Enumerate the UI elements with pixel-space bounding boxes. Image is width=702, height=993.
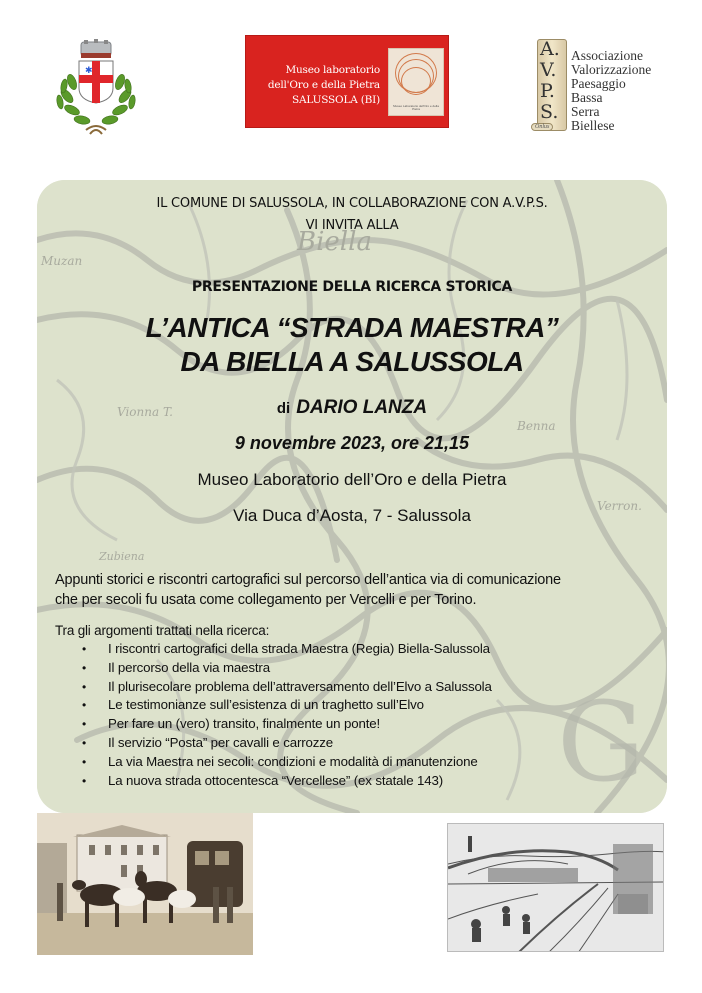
avps-words <box>571 49 651 133</box>
venue-address: Via Duca d’Aosta, 7 - Salussola <box>233 506 471 525</box>
author-prefix: di <box>276 400 291 417</box>
bullet-icon: • <box>82 698 87 713</box>
description-line-1: Appunti storici e riscontri cartografici sul percorso dell’antica via di comunicazione <box>55 572 561 588</box>
topic-text: Per fare un (vero) transito, finalmente un ponte! <box>108 716 381 732</box>
list-item <box>82 678 492 697</box>
avps-letter: P. <box>540 80 555 102</box>
title-line-2: DA BIELLA A SALUSSOLA <box>180 346 524 377</box>
topic-text: Le testimonianze sull’esistenza di un traghetto sull’Elvo <box>108 697 424 713</box>
avps-word: Bassa <box>571 90 603 105</box>
avps-word: Biellese <box>571 118 615 133</box>
museo-line-2: dell'Oro e della Pietra <box>267 79 380 91</box>
avps-letter: A. <box>540 38 560 60</box>
bridge-sketch-illustration <box>447 823 664 952</box>
list-item <box>82 734 492 753</box>
intro-line-1: IL COMUNE DI SALUSSOLA, IN COLLABORAZIONE CON A.V.P.S. <box>156 196 548 211</box>
map-label: Zubiena <box>99 550 145 563</box>
topic-text: La via Maestra nei secoli: condizioni e modalità di manutenzione <box>108 753 478 769</box>
title-line-1: L’ANTICA “STRADA MAESTRA” <box>145 312 559 343</box>
bullet-icon: • <box>82 679 87 694</box>
list-item <box>82 715 492 734</box>
topic-text: Il percorso della via maestra <box>108 659 270 675</box>
avps-logo <box>527 35 667 135</box>
description-line-2: che per secoli fu usata come collegamento per Vercelli e per Torino. <box>55 592 477 608</box>
avps-word: Serra <box>571 104 600 119</box>
bridge-sketch-image-icon <box>448 824 664 952</box>
map-label: Verron. <box>597 499 642 513</box>
avps-word: Paesaggio <box>571 76 626 91</box>
topic-text: Il plurisecolare problema dell’attraversamento dell’Elvo a Salussola <box>108 678 492 694</box>
bullet-icon: • <box>82 717 87 732</box>
topic-text: I riscontri cartografici della strada Maestra (Regia) Biella-Salussola <box>108 641 490 656</box>
bullet-icon: • <box>82 735 87 750</box>
museo-thumb-caption: Museo Laboratorio dell'Oro e della Pietra <box>393 104 439 111</box>
svg-text:G: G <box>557 678 645 806</box>
avps-letter: S. <box>540 101 559 123</box>
author-name: DARIO LANZA <box>296 397 428 418</box>
museo-line-3: SALUSSOLA (BI) <box>292 94 380 106</box>
intro-line-2: VI INVITA ALLA <box>305 218 399 233</box>
avps-word: Valorizzazione <box>571 62 652 77</box>
map-label: Benna <box>517 419 556 433</box>
list-item <box>82 696 492 715</box>
topics-list <box>82 640 492 790</box>
list-item <box>82 659 492 678</box>
comune-coat-of-arms-logo <box>50 38 142 142</box>
event-date: 9 novembre 2023, ore 21,15 <box>234 433 470 453</box>
description <box>55 570 655 610</box>
avps-letters <box>540 39 560 123</box>
subtitle: PRESENTAZIONE DELLA RICERCA STORICA <box>191 279 513 295</box>
museo-logo-text <box>268 63 380 108</box>
invitation-panel <box>37 180 667 813</box>
bullet-icon: • <box>82 660 87 675</box>
topic-text: La nuova strada ottocentesca “Vercellese” (ex statale 143) <box>108 772 444 788</box>
list-item <box>82 640 492 659</box>
avps-word: Associazione <box>571 48 643 63</box>
bullet-icon: • <box>82 773 87 788</box>
svg-text:✱: ✱ <box>85 66 93 76</box>
topic-text: Il servizio “Posta” per cavalli e carrozze <box>108 734 333 750</box>
avps-onlus-tag: Onlus <box>531 123 553 131</box>
bullet-icon: • <box>82 754 87 769</box>
avps-letter: V. <box>540 59 557 81</box>
gold-rings-icon <box>388 48 444 116</box>
map-label: Vionna T. <box>117 405 173 419</box>
venue-name: Museo Laboratorio dell’Oro e della Pietra <box>197 470 507 489</box>
coat-of-arms-icon <box>50 38 142 142</box>
horses-stagecoach-illustration <box>37 813 253 955</box>
museo-line-1: Museo laboratorio <box>285 64 380 76</box>
bullet-icon: • <box>82 642 87 656</box>
list-item <box>82 753 492 772</box>
map-label: Biella <box>297 227 372 257</box>
museo-logo <box>245 35 449 128</box>
topics-intro: Tra gli argomenti trattati nella ricerca: <box>55 623 270 638</box>
invitation-content <box>37 180 667 813</box>
map-label: Muzan <box>41 254 83 268</box>
stagecoach-image-icon <box>37 813 253 955</box>
list-item <box>82 772 492 791</box>
author-line <box>37 397 667 419</box>
